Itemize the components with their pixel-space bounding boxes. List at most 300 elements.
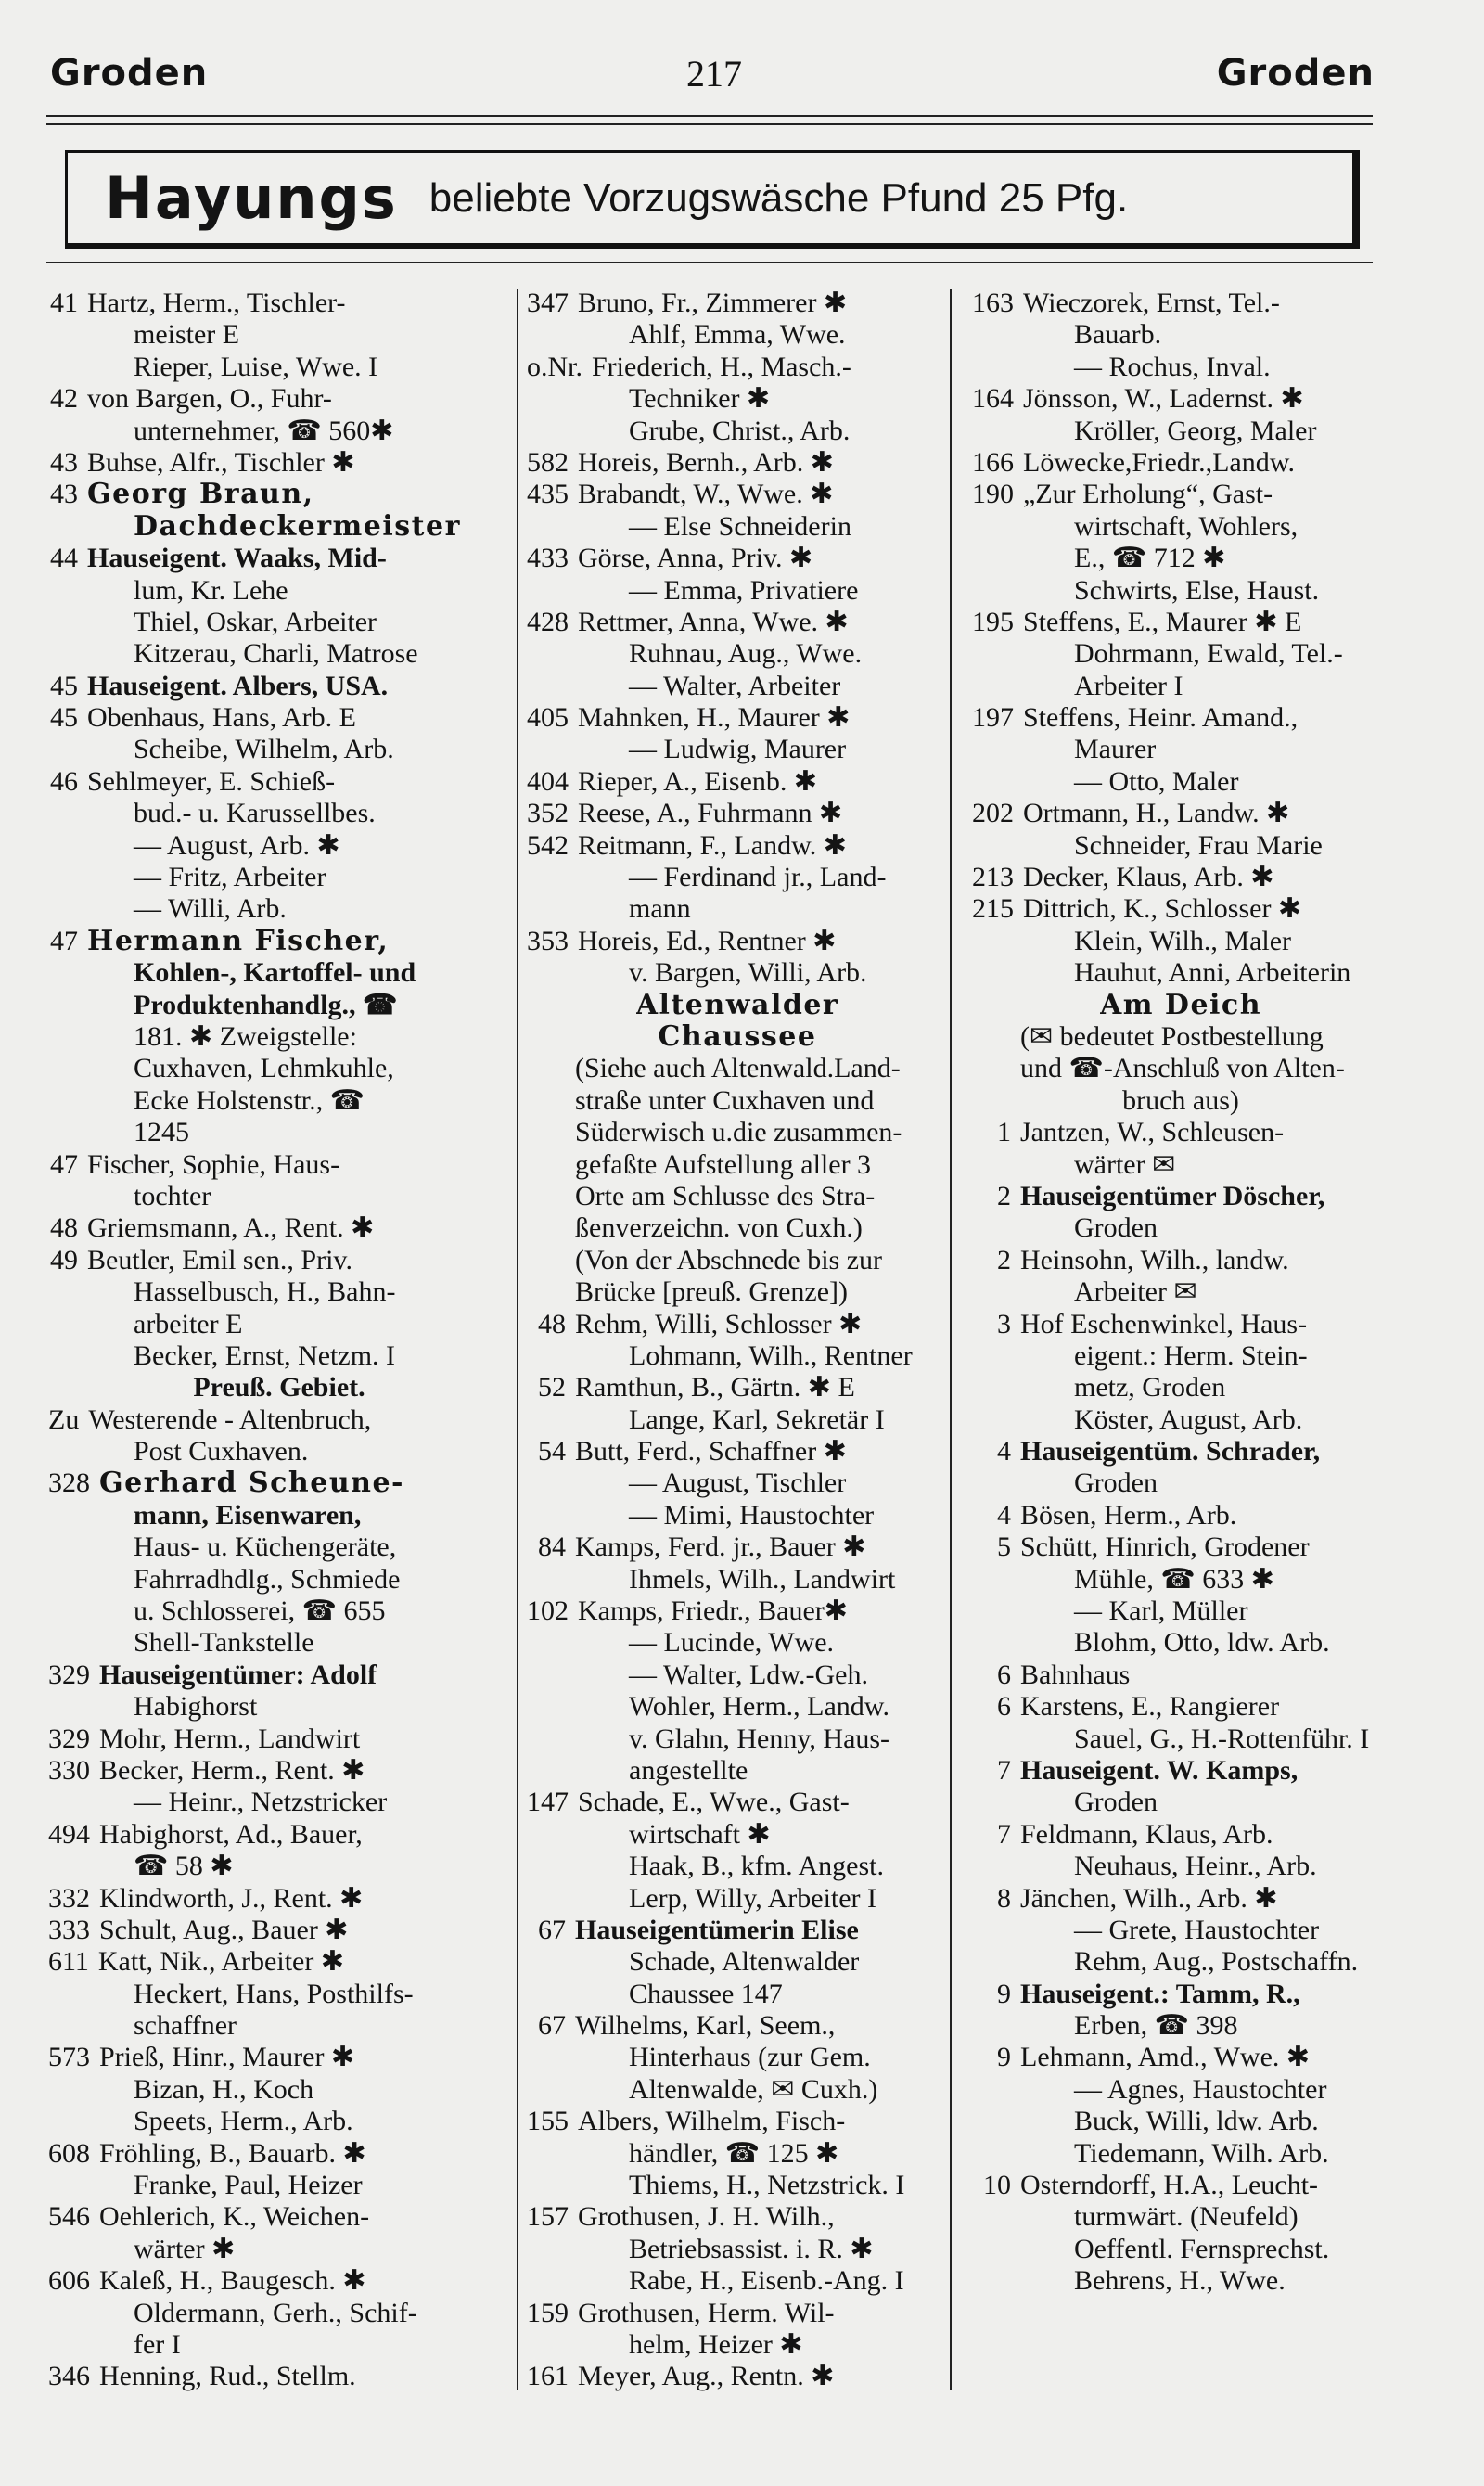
house-number xyxy=(527,1851,566,1882)
directory-entry xyxy=(48,1531,510,1563)
directory-entry xyxy=(972,1851,1389,1882)
entry-text: Butt, Ferd., Schaffner ✱ xyxy=(575,1436,847,1467)
directory-entry xyxy=(48,893,510,925)
entry-text: gefaßte Aufstellung aller 3 xyxy=(575,1148,872,1180)
house-number xyxy=(527,1819,566,1851)
directory-entry xyxy=(527,734,948,765)
directory-entry xyxy=(48,1883,510,1915)
house-number xyxy=(527,1979,566,2010)
directory-entry xyxy=(48,798,510,829)
house-number xyxy=(972,1149,1011,1181)
directory-entry xyxy=(527,1053,948,1084)
house-number: 213 xyxy=(972,862,1014,893)
house-number xyxy=(48,2010,78,2042)
directory-entry xyxy=(527,319,948,351)
entry-text: straße unter Cuxhaven und xyxy=(575,1084,875,1116)
entry-text: Fischer, Sophie, Haus- xyxy=(87,1148,340,1180)
house-number xyxy=(972,1627,1011,1659)
directory-entry xyxy=(527,1755,948,1787)
directory-entry xyxy=(972,798,1389,829)
directory-entry xyxy=(972,575,1389,607)
entry-text: Heinsohn, Wilh., landw. xyxy=(1020,1244,1289,1275)
directory-entry xyxy=(48,416,510,447)
house-number xyxy=(972,543,1011,574)
entry-text: Beutler, Emil sen., Priv. xyxy=(87,1244,352,1275)
header-rule xyxy=(46,115,1373,117)
entry-text: Mohr, Herm., Landwirt xyxy=(99,1723,361,1754)
entry-text: Arbeiter I xyxy=(1074,670,1183,701)
directory-entry xyxy=(972,1181,1389,1212)
entry-text: Lehmann, Amd., Wwe. ✱ xyxy=(1020,2042,1311,2073)
entry-text: Thiems, H., Netzstrick. I xyxy=(629,2170,905,2201)
house-number: 6 xyxy=(997,1691,1011,1723)
house-number xyxy=(972,319,1011,351)
house-number: 332 xyxy=(48,1882,90,1914)
directory-entry xyxy=(527,893,948,925)
entry-text: Hauseigent. Albers, USA. xyxy=(87,670,389,701)
house-number xyxy=(48,862,78,893)
house-number: 164 xyxy=(972,383,1014,415)
house-number xyxy=(48,734,78,765)
entry-text: Schult, Aug., Bauer ✱ xyxy=(99,1914,349,1945)
directory-entry xyxy=(972,1531,1389,1563)
entry-text: Hauseigentüm. Schrader, xyxy=(1020,1436,1321,1467)
directory-entry xyxy=(972,1564,1389,1595)
house-number: 582 xyxy=(527,446,569,478)
directory-entry xyxy=(972,416,1389,447)
house-number: 608 xyxy=(48,2137,90,2169)
entry-text: — Lucinde, Wwe. xyxy=(629,1627,835,1659)
directory-entry xyxy=(972,1149,1389,1181)
directory-entry xyxy=(48,319,510,351)
entry-text: Ortmann, H., Landw. ✱ xyxy=(1023,798,1290,829)
entry-text: Sehlmeyer, E. Schieß- xyxy=(87,765,336,797)
directory-entry xyxy=(527,1915,948,1946)
entry-text: Mahnken, H., Maurer ✱ xyxy=(578,702,851,734)
entry-text: Griemsmann, A., Rent. ✱ xyxy=(87,1212,375,1244)
entry-text: Wilhelms, Karl, Seem., xyxy=(575,2010,836,2042)
entry-text: angestellte xyxy=(629,1754,748,1786)
entry-text: (Siehe auch Altenwald.Land- xyxy=(575,1053,901,1084)
house-number xyxy=(527,1724,566,1755)
entry-text: Behrens, H., Wwe. xyxy=(1074,2265,1286,2297)
house-number xyxy=(48,1979,78,2010)
directory-entry xyxy=(527,957,948,989)
house-number xyxy=(972,1467,1011,1499)
entry-text: mann, Eisenwaren, xyxy=(134,1499,362,1531)
directory-entry xyxy=(527,2234,948,2265)
directory-entry xyxy=(972,957,1389,989)
directory-entry xyxy=(48,1276,510,1308)
entry-text: Habighorst, Ad., Bauer, xyxy=(99,1818,363,1850)
entry-text: Klindworth, J., Rent. ✱ xyxy=(99,1882,364,1914)
entry-text: Groden xyxy=(1074,1787,1158,1818)
house-number xyxy=(527,1500,566,1531)
house-number xyxy=(972,1915,1011,1946)
house-number xyxy=(48,1564,78,1595)
entry-text: wärter ✉ xyxy=(1074,1148,1176,1180)
directory-entry xyxy=(972,288,1389,319)
entry-text: Görse, Anna, Priv. ✱ xyxy=(578,543,813,574)
directory-entry xyxy=(527,1883,948,1915)
entry-text: Kaleß, H., Baugesch. ✱ xyxy=(99,2265,366,2297)
house-number xyxy=(48,1691,78,1723)
directory-entry xyxy=(972,926,1389,957)
house-number xyxy=(527,2329,566,2361)
house-number xyxy=(527,2138,566,2170)
house-number xyxy=(972,2074,1011,2106)
directory-entry xyxy=(527,1309,948,1340)
directory-entry xyxy=(48,1564,510,1595)
entry-text: Bizan, H., Koch xyxy=(134,2073,314,2105)
entry-text: Produktenhandlg., ☎ xyxy=(134,989,398,1020)
directory-entry xyxy=(527,1276,948,1308)
entry-text: Henning, Rud., Stellm. xyxy=(99,2361,356,2392)
house-number: 329 xyxy=(48,1723,90,1754)
house-number xyxy=(48,1021,78,1053)
house-number: 8 xyxy=(997,1882,1011,1914)
house-number: 404 xyxy=(527,765,569,797)
house-number: 573 xyxy=(48,2042,90,2073)
house-number: 347 xyxy=(527,288,569,318)
entry-text: Becker, Herm., Rent. ✱ xyxy=(99,1754,365,1786)
directory-entry xyxy=(527,2042,948,2073)
directory-entry xyxy=(527,1659,948,1691)
entry-text: Löwecke,Friedr.,Landw. xyxy=(1023,446,1295,478)
directory-entry xyxy=(972,1085,1389,1117)
directory-entry xyxy=(972,511,1389,543)
entry-text: Albers, Wilhelm, Fisch- xyxy=(578,2106,846,2137)
directory-entry xyxy=(527,830,948,862)
directory-entry xyxy=(48,957,510,989)
directory-entry xyxy=(972,1309,1389,1340)
directory-entry xyxy=(48,2170,510,2201)
entry-text: Rettmer, Anna, Wwe. ✱ xyxy=(578,606,849,637)
directory-entry xyxy=(972,671,1389,702)
house-number: 606 xyxy=(48,2265,90,2297)
entry-text: Dachdeckermeister xyxy=(134,510,461,543)
directory-entry xyxy=(972,2042,1389,2073)
entry-text: lum, Kr. Lehe xyxy=(134,574,288,606)
directory-entry xyxy=(48,2298,510,2329)
entry-text: metz, Groden xyxy=(1074,1372,1226,1403)
entry-text: Hauhut, Anni, Arbeiterin xyxy=(1074,957,1351,989)
entry-text: Chaussee xyxy=(658,1020,817,1053)
directory-entry xyxy=(972,2201,1389,2233)
directory-entry xyxy=(527,1212,948,1244)
house-number xyxy=(48,1276,78,1308)
entry-text: Techniker ✱ xyxy=(629,383,771,415)
house-number xyxy=(527,1691,566,1723)
directory-entry xyxy=(48,990,510,1021)
directory-entry xyxy=(972,1212,1389,1244)
entry-text: ßenverzeichn. von Cuxh.) xyxy=(575,1212,863,1244)
entry-text: Meyer, Aug., Rentn. ✱ xyxy=(578,2361,835,2392)
entry-text: „Zur Erholung“, Gast- xyxy=(1023,479,1273,510)
ad-text: beliebte Vorzugswäsche Pfund 25 Pfg. xyxy=(429,174,1129,221)
entry-text: — August, Arb. ✱ xyxy=(134,829,340,861)
entry-text: Grothusen, Herm. Wil- xyxy=(578,2297,835,2328)
house-number: 542 xyxy=(527,829,569,861)
house-number xyxy=(527,1149,566,1181)
house-number: 2 xyxy=(997,1244,1011,1275)
house-number xyxy=(527,1404,566,1436)
house-number xyxy=(972,926,1011,957)
entry-text: — August, Tischler xyxy=(629,1467,847,1499)
directory-entry xyxy=(48,1851,510,1882)
house-number: 44 xyxy=(50,543,78,574)
house-number: 352 xyxy=(527,798,569,829)
house-number xyxy=(48,2329,78,2361)
directory-entry xyxy=(48,1021,510,1053)
house-number: 1 xyxy=(997,1117,1011,1148)
house-number xyxy=(527,957,566,989)
house-number xyxy=(972,2201,1011,2233)
directory-entry xyxy=(972,2138,1389,2170)
entry-text: Klein, Wilh., Maler xyxy=(1074,925,1292,956)
directory-entry xyxy=(972,862,1389,893)
directory-entry xyxy=(972,1340,1389,1372)
house-number xyxy=(48,319,78,351)
house-number: 330 xyxy=(48,1754,90,1786)
entry-text: fer I xyxy=(134,2329,181,2360)
house-number xyxy=(48,416,78,447)
entry-text: Bauarb. xyxy=(1074,319,1162,351)
house-number xyxy=(972,1564,1011,1595)
directory-entry xyxy=(527,352,948,383)
entry-text: Wieczorek, Ernst, Tel.- xyxy=(1023,288,1280,318)
directory-entry xyxy=(48,734,510,765)
entry-text: bruch aus) xyxy=(1122,1084,1239,1116)
directory-entry xyxy=(527,479,948,510)
directory-entry xyxy=(972,1915,1389,1946)
entry-text: — Walter, Ldw.-Geh. xyxy=(629,1659,868,1690)
entry-text: Brücke [preuß. Grenze]) xyxy=(575,1276,849,1308)
directory-entry xyxy=(527,2106,948,2137)
house-number xyxy=(48,1531,78,1563)
entry-text: Arbeiter ✉ xyxy=(1074,1276,1197,1308)
directory-entry xyxy=(972,990,1389,1021)
directory-entry xyxy=(527,2010,948,2042)
house-number xyxy=(48,1117,78,1148)
house-number xyxy=(527,2042,566,2073)
house-number: 4 xyxy=(997,1499,1011,1531)
house-number xyxy=(48,1309,78,1340)
entry-text: Altenwalde, ✉ Cuxh.) xyxy=(629,2073,878,2105)
entry-text: Lange, Karl, Sekretär I xyxy=(629,1403,885,1435)
house-number xyxy=(48,1500,78,1531)
directory-entry xyxy=(972,1404,1389,1436)
directory-entry xyxy=(527,1245,948,1276)
house-number: 9 xyxy=(997,2042,1011,2073)
house-number xyxy=(527,862,566,893)
entry-text: Obenhaus, Hans, Arb. E xyxy=(87,702,356,734)
directory-entry xyxy=(48,607,510,638)
directory-entry xyxy=(48,1436,510,1467)
entry-text: Habighorst xyxy=(134,1691,258,1723)
directory-entry xyxy=(972,1627,1389,1659)
house-number: Zu xyxy=(48,1403,80,1435)
house-number xyxy=(972,1724,1011,1755)
entry-text: Rehm, Aug., Postschaffn. xyxy=(1074,1946,1359,1978)
directory-entry xyxy=(972,1819,1389,1851)
house-number xyxy=(527,511,566,543)
house-number: 10 xyxy=(983,2170,1011,2201)
entry-text: Dohrmann, Ewald, Tel.- xyxy=(1074,638,1343,670)
directory-entry xyxy=(972,352,1389,383)
directory-entry xyxy=(527,1627,948,1659)
directory-entry xyxy=(527,1500,948,1531)
header-rule-second xyxy=(46,123,1373,125)
house-number xyxy=(527,1883,566,1915)
house-number xyxy=(48,638,78,670)
entry-text: Decker, Klaus, Arb. ✱ xyxy=(1023,862,1274,893)
ad-rule xyxy=(46,262,1373,263)
entry-text: Kamps, Friedr., Bauer✱ xyxy=(578,1595,848,1627)
directory-entry xyxy=(972,1979,1389,2010)
house-number xyxy=(972,1021,1011,1053)
entry-text: Rehm, Willi, Schlosser ✱ xyxy=(575,1308,863,1339)
entry-text: Hauseigentümer Döscher, xyxy=(1020,1180,1325,1211)
house-number xyxy=(972,2106,1011,2137)
house-number xyxy=(48,1340,78,1372)
house-number: 611 xyxy=(48,1946,89,1978)
entry-text: Wohler, Herm., Landw. xyxy=(629,1691,890,1723)
entry-text: wirtschaft ✱ xyxy=(629,1818,771,1850)
directory-entry xyxy=(48,543,510,574)
directory-entry xyxy=(527,1181,948,1212)
entry-text: Feldmann, Klaus, Arb. xyxy=(1020,1818,1273,1850)
running-head-left: Groden xyxy=(50,52,209,95)
directory-entry xyxy=(972,766,1389,798)
house-number xyxy=(972,2265,1011,2297)
directory-entry xyxy=(48,511,510,543)
house-number: 7 xyxy=(997,1818,1011,1850)
house-number xyxy=(972,575,1011,607)
entry-text: helm, Heizer ✱ xyxy=(629,2329,803,2360)
directory-entry xyxy=(527,1436,948,1467)
house-number xyxy=(527,1245,566,1276)
directory-entry xyxy=(527,1787,948,1818)
entry-text: Hauseigentümerin Elise xyxy=(575,1914,859,1945)
house-number xyxy=(972,1276,1011,1308)
entry-text: Cuxhaven, Lehmkuhle, xyxy=(134,1053,394,1084)
directory-entry xyxy=(972,2010,1389,2042)
entry-text: Preuß. Gebiet. xyxy=(193,1372,365,1403)
directory-entry xyxy=(527,862,948,893)
house-number: 48 xyxy=(538,1308,566,1339)
directory-entry xyxy=(527,543,948,574)
entry-text: Rabe, H., Eisenb.-Ang. I xyxy=(629,2265,904,2297)
directory-column-1 xyxy=(48,288,510,2393)
directory-entry xyxy=(972,479,1389,510)
entry-text: Franke, Paul, Heizer xyxy=(134,2170,363,2201)
directory-entry xyxy=(48,862,510,893)
directory-entry xyxy=(48,383,510,415)
page-number: 217 xyxy=(686,53,742,95)
house-number xyxy=(527,1276,566,1308)
house-number xyxy=(972,671,1011,702)
house-number xyxy=(48,1627,78,1659)
entry-text: Köster, August, Arb. xyxy=(1074,1403,1303,1435)
house-number: 3 xyxy=(997,1308,1011,1339)
house-number xyxy=(48,511,78,543)
house-number xyxy=(527,1755,566,1787)
directory-entry xyxy=(972,1659,1389,1691)
entry-text: Reese, A., Fuhrmann ✱ xyxy=(578,798,843,829)
directory-entry xyxy=(527,702,948,734)
house-number xyxy=(972,1851,1011,1882)
entry-text: Post Cuxhaven. xyxy=(134,1436,309,1467)
house-number xyxy=(527,638,566,670)
house-number: 67 xyxy=(538,1914,566,1945)
directory-entry xyxy=(527,1372,948,1403)
house-number: 546 xyxy=(48,2201,90,2233)
entry-text: 1245 xyxy=(134,1117,189,1148)
directory-entry xyxy=(972,830,1389,862)
house-number xyxy=(48,1595,78,1627)
directory-entry xyxy=(527,575,948,607)
house-number: 494 xyxy=(48,1818,90,1850)
house-number xyxy=(527,1627,566,1659)
directory-entry xyxy=(48,1946,510,1978)
entry-text: Schwirts, Else, Haust. xyxy=(1074,574,1320,606)
directory-entry xyxy=(972,1500,1389,1531)
entry-text: Becker, Ernst, Netzm. I xyxy=(134,1339,396,1371)
entry-text: von Bargen, O., Fuhr- xyxy=(87,383,332,415)
house-number xyxy=(48,990,78,1021)
entry-text: Hauseigent. Waaks, Mid- xyxy=(87,543,387,574)
house-number: 405 xyxy=(527,702,569,734)
entry-text: v. Glahn, Henny, Haus- xyxy=(629,1723,890,1754)
directory-entry xyxy=(527,2265,948,2297)
house-number xyxy=(527,416,566,447)
entry-text: tochter xyxy=(134,1180,211,1211)
house-number xyxy=(972,1212,1011,1244)
directory-entry xyxy=(48,1372,510,1403)
house-number: 5 xyxy=(997,1531,1011,1563)
entry-text: Ihmels, Wilh., Landwirt xyxy=(629,1563,896,1595)
entry-text: — Otto, Maler xyxy=(1074,765,1239,797)
house-number: 45 xyxy=(50,702,78,734)
entry-text: mann xyxy=(629,893,691,925)
entry-text: Rieper, Luise, Wwe. I xyxy=(134,351,378,382)
directory-entry xyxy=(972,893,1389,925)
directory-entry xyxy=(527,1149,948,1181)
house-number: 328 xyxy=(48,1467,90,1499)
directory-entry xyxy=(48,1595,510,1627)
entry-text: Ahlf, Emma, Wwe. xyxy=(629,319,846,351)
house-number xyxy=(48,1787,78,1818)
house-number: 428 xyxy=(527,606,569,637)
entry-text: Georg Braun, xyxy=(87,479,314,511)
directory-entry xyxy=(48,1691,510,1723)
house-number: o.Nr. xyxy=(527,351,582,382)
house-number xyxy=(972,1372,1011,1403)
entry-text: — Willi, Arb. xyxy=(134,893,287,925)
directory-entry xyxy=(527,2201,948,2233)
directory-entry xyxy=(972,1117,1389,1148)
directory-entry xyxy=(972,2265,1389,2297)
directory-entry xyxy=(972,1883,1389,1915)
house-number: 4 xyxy=(997,1436,1011,1467)
house-number xyxy=(527,1181,566,1212)
house-number xyxy=(527,2170,566,2201)
directory-entry xyxy=(48,1724,510,1755)
house-number xyxy=(48,2234,78,2265)
house-number: 197 xyxy=(972,702,1014,734)
entry-text: Blohm, Otto, ldw. Arb. xyxy=(1074,1627,1330,1659)
